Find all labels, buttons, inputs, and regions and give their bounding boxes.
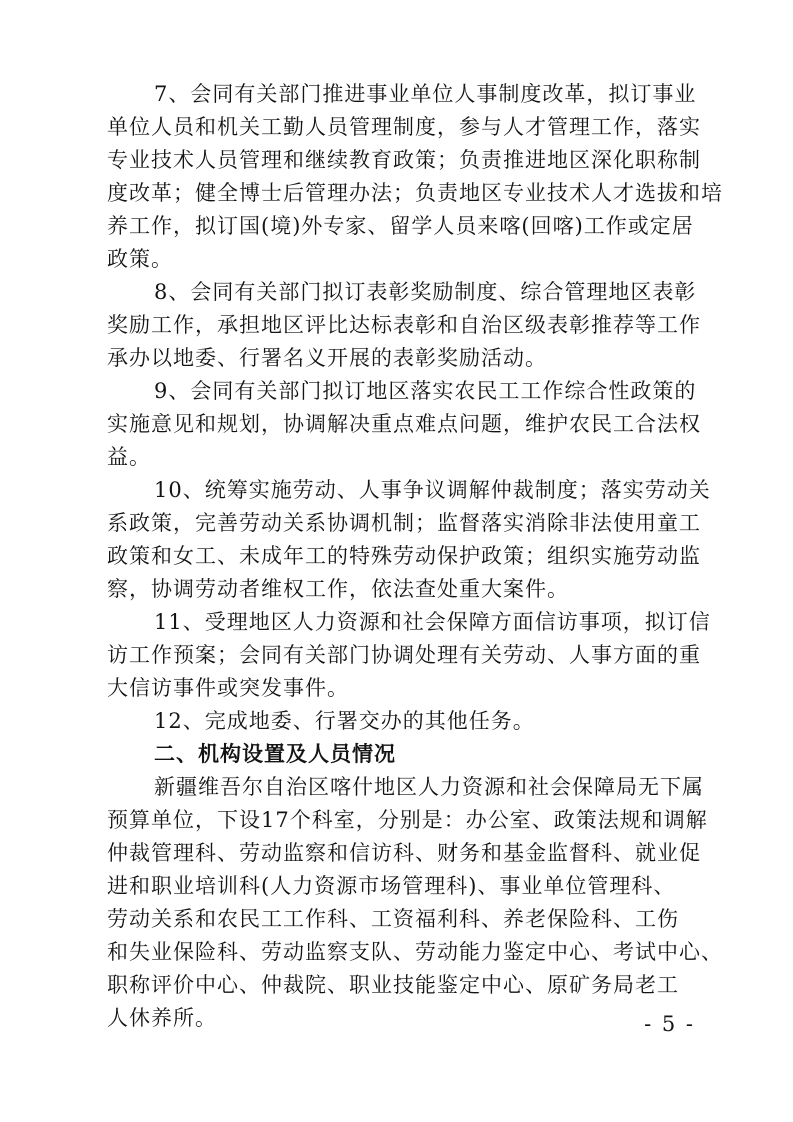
paragraph-8-line-3: 承办以地委、行署名义开展的表彰奖励活动。 — [107, 346, 547, 370]
paragraph-7-line-3: 专业技术人员管理和继续教育政策；负责推进地区深化职称制 — [107, 148, 701, 172]
paragraph-7-line-4: 度改革；健全博士后管理办法；负责地区专业技术人才选拔和培 — [107, 181, 723, 205]
paragraph-11-line-2: 访工作预案；会同有关部门协调处理有关劳动、人事方面的重 — [107, 643, 701, 667]
section-paragraph-line-5: 劳动关系和农民工工作科、工资福利科、养老保险科、工伤 — [107, 907, 679, 931]
section-paragraph-line-2: 预算单位，下设17个科室，分别是：办公室、政策法规和调解 — [107, 808, 708, 832]
section-paragraph-line-6: 和失业保险科、劳动监察支队、劳动能力鉴定中心、考试中心、 — [107, 940, 723, 964]
paragraph-7-line-1: 7、会同有关部门推进事业单位人事制度改革，拟订事业 — [154, 82, 697, 106]
paragraph-9-line-2: 实施意见和规划，协调解决重点难点问题，维护农民工合法权 — [107, 412, 701, 436]
section-paragraph-line-3: 仲裁管理科、劳动监察和信访科、财务和基金监督科、就业促 — [107, 841, 701, 865]
paragraph-10-line-4: 察，协调劳动者维权工作，依法查处重大案件。 — [107, 577, 569, 601]
paragraph-9-line-1: 9、会同有关部门拟订地区落实农民工工作综合性政策的 — [154, 379, 697, 403]
paragraph-10-line-2: 系政策，完善劳动关系协调机制；监督落实消除非法使用童工 — [107, 511, 701, 535]
section-paragraph-line-1: 新疆维吾尔自治区喀什地区人力资源和社会保障局无下属 — [154, 775, 704, 799]
paragraph-10-line-3: 政策和女工、未成年工的特殊劳动保护政策；组织实施劳动监 — [107, 544, 701, 568]
paragraph-12-line-1: 12、完成地委、行署交办的其他任务。 — [154, 709, 535, 733]
paragraph-9-line-3: 益。 — [107, 445, 151, 469]
paragraph-11-line-1: 11、受理地区人力资源和社会保障方面信访事项，拟订信 — [154, 610, 711, 634]
section-paragraph-line-7: 职称评价中心、仲裁院、职业技能鉴定中心、原矿务局老工 — [107, 973, 679, 997]
paragraph-8-line-2: 奖励工作，承担地区评比达标表彰和自治区级表彰推荐等工作 — [107, 313, 701, 337]
section-paragraph-line-8: 人休养所。 — [107, 1006, 217, 1030]
paragraph-11-line-3: 大信访事件或突发事件。 — [107, 676, 349, 700]
section-heading: 二、机构设置及人员情况 — [154, 742, 396, 766]
paragraph-10-line-1: 10、统筹实施劳动、人事争议调解仲裁制度；落实劳动关 — [154, 478, 711, 502]
paragraph-7-line-6: 政策。 — [107, 247, 173, 271]
paragraph-7-line-5: 养工作，拟订国(境)外专家、留学人员来喀(回喀)工作或定居 — [107, 214, 694, 238]
page-number: - 5 - — [644, 1012, 695, 1036]
paragraph-7-line-2: 单位人员和机关工勤人员管理制度，参与人才管理工作，落实 — [107, 115, 701, 139]
paragraph-8-line-1: 8、会同有关部门拟订表彰奖励制度、综合管理地区表彰 — [154, 280, 697, 304]
section-paragraph-line-4: 进和职业培训科(人力资源市场管理科)、事业单位管理科、 — [107, 874, 676, 898]
